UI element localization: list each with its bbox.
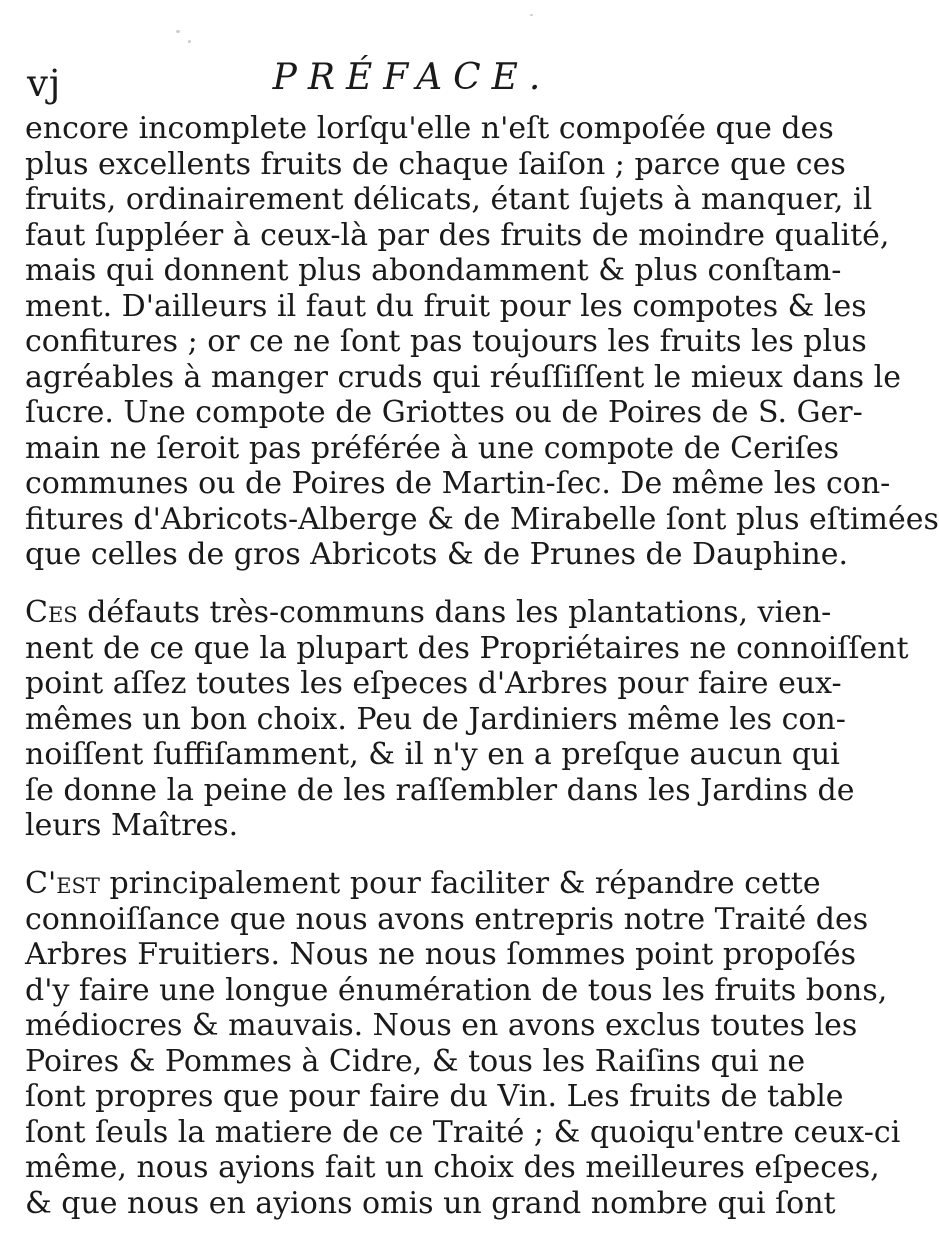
paragraph-lead-word: Ces (25, 595, 78, 630)
paragraph-lead-word: C'est (25, 866, 100, 901)
text-line: Poires & Pommes à Cidre, & tous les Raiſins qui ne (25, 1043, 806, 1079)
text-line: plus excellents fruits de chaque ſaiſon ; parce que ces (25, 146, 846, 182)
text-line: point aſſez toutes les eſpeces d'Arbres pour faire eux- (25, 666, 842, 701)
paragraph-1 (25, 111, 939, 573)
text-line: agréables à manger cruds qui réuſſiſſent le mieux dans le (25, 359, 901, 395)
paper-speck (188, 40, 191, 43)
text-line: main ne ſeroit pas préférée à une compote de Ceriſes (25, 430, 840, 466)
text-line: & que nous en ayions omis un grand nombre qui ſont (25, 1185, 836, 1221)
text-line: communes ou de Poires de Martin-ſec. De même les con- (25, 466, 891, 501)
text-line: ſont ſeuls la matiere de ce Traité ; & quoiqu'entre ceux-ci (25, 1114, 901, 1150)
text-line-rest: défauts très-communs dans les plantations, vien- (77, 595, 832, 630)
text-line-first (25, 866, 821, 902)
text-line: fruits, ordinairement délicats, étant ſujets à manquer, il (25, 182, 873, 217)
text-line: encore incomplete lorſqu'elle n'eſt compoſée que des (25, 111, 834, 146)
paper-speck (176, 30, 180, 33)
text-line: même, nous ayions fait un choix des meilleures eſpeces, (25, 1150, 880, 1185)
text-line: que celles de gros Abricots & de Prunes de Dauphine. (25, 537, 849, 572)
text-line-rest: principalement pour faciliter & répandre cette (99, 866, 821, 901)
paragraph-3 (25, 866, 901, 1221)
text-line-first (25, 595, 832, 631)
text-line: ſont propres que pour faire du Vin. Les fruits de table (25, 1079, 844, 1114)
text-line: médiocres & mauvais. Nous en avons exclus toutes les (25, 1008, 858, 1043)
text-line: nent de ce que la plupart des Propriétaires ne connoiſſent (25, 630, 909, 666)
text-line: ſucre. Une compote de Griottes ou de Poires de S. Ger- (25, 395, 863, 430)
text-line: d'y faire une longue énumération de tous les fruits bons, (25, 972, 888, 1008)
running-title: PRÉFACE. (272, 57, 552, 98)
text-line: noiſſent ſuffiſamment, & il n'y en a preſque aucun qui (25, 737, 840, 772)
text-line: faut ſuppléer à ceux-là par des fruits de moindre qualité, (25, 217, 890, 253)
text-line: connoiſſance que nous avons entrepris notre Traité des (25, 901, 869, 937)
text-line: ment. D'ailleurs il faut du fruit pour les compotes & les (25, 288, 867, 324)
paragraph-2 (25, 595, 909, 844)
text-line: fitures d'Abricots-Alberge & de Mirabelle ſont plus eſtimées (25, 501, 939, 537)
text-line: ſe donne la peine de les raſſembler dans les Jardins de (25, 772, 855, 808)
page-number: vj (27, 62, 62, 105)
paper-speck (530, 14, 533, 16)
text-line: mêmes un bon choix. Peu de Jardiniers même les con- (25, 701, 846, 737)
text-line: Arbres Fruitiers. Nous ne nous ſommes point propoſés (25, 937, 856, 972)
text-line: mais qui donnent plus abondamment & plus conſtam- (25, 253, 842, 288)
text-line: confitures ; or ce ne ſont pas toujours les fruits les plus (25, 324, 867, 359)
text-line: leurs Maîtres. (25, 808, 239, 843)
